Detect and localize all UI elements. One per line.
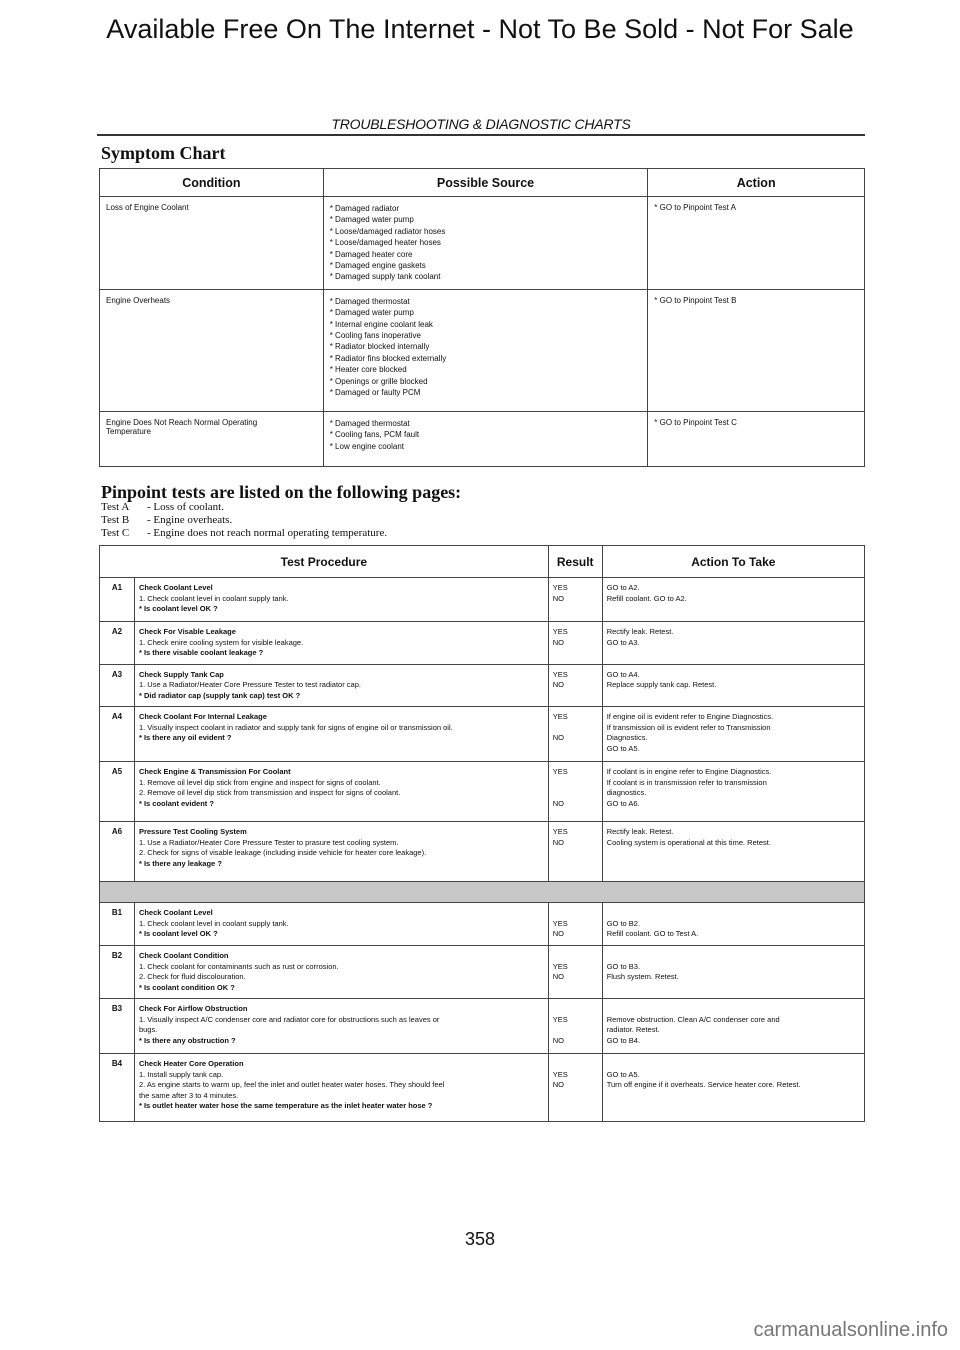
step-title: Check Heater Core Operation xyxy=(138,1059,244,1068)
action-to-take-cell xyxy=(602,999,864,1054)
result-cell xyxy=(548,999,602,1054)
action-line: Replace supply tank cap. Retest. xyxy=(606,680,717,689)
step-instruction: 2. Check for fluid discolouration. xyxy=(138,972,246,981)
result-value: YES xyxy=(552,669,568,679)
result-value xyxy=(553,1025,598,1036)
pinpoint-list xyxy=(101,501,387,540)
action-to-take-cell xyxy=(602,664,864,707)
separator-cell xyxy=(100,882,865,903)
step-id: A4 xyxy=(100,707,135,762)
symptom-header-row xyxy=(100,169,865,197)
result-value xyxy=(553,723,598,734)
header-action-to-take: Action To Take xyxy=(602,546,864,578)
header-result: Result xyxy=(548,546,602,578)
step-id: A2 xyxy=(100,622,135,665)
procedure-cell xyxy=(134,999,548,1054)
pinpoint-test-item xyxy=(101,527,387,540)
section-separator xyxy=(100,882,865,903)
symptom-row xyxy=(100,197,865,290)
source-cell xyxy=(323,197,648,290)
result-cell xyxy=(548,903,602,946)
step-instruction: 1. Visually inspect A/C condenser core and radiator core for obstructions such as leaves or xyxy=(138,1014,440,1024)
action-line: If engine oil is evident refer to Engine Diagnostics. xyxy=(606,712,774,721)
source-item: * Heater core blocked xyxy=(329,365,407,375)
procedure-cell xyxy=(134,707,548,762)
action-line: Flush system. Retest. xyxy=(606,972,679,981)
action-cell: * GO to Pinpoint Test C xyxy=(648,411,865,466)
action-cell: * GO to Pinpoint Test B xyxy=(648,289,865,411)
procedure-row xyxy=(100,1054,865,1122)
result-value: NO xyxy=(552,637,564,647)
step-instruction: 1. Check coolant level in coolant supply tank. xyxy=(138,918,289,928)
source-item: * Cooling fans, PCM fault xyxy=(329,430,420,440)
step-instruction: 2. Remove oil level dip stick from transmission and inspect for signs of coolant. xyxy=(138,788,401,797)
source-item: * Openings or grille blocked xyxy=(329,376,428,386)
step-question: * Is coolant condition OK ? xyxy=(138,982,235,992)
result-value: YES xyxy=(552,712,568,721)
step-id: A1 xyxy=(100,578,135,622)
result-value xyxy=(553,908,598,919)
procedure-cell xyxy=(134,946,548,999)
result-value xyxy=(553,788,598,799)
action-line: radiator. Retest. xyxy=(606,1025,660,1034)
condition-cell xyxy=(100,411,324,466)
result-value: YES xyxy=(552,918,568,928)
watermark: carmanualsonline.info xyxy=(753,1319,948,1341)
step-instruction: 1. Visually inspect coolant in radiator and supply tank for signs of engine oil or transmission oil. xyxy=(138,722,453,732)
procedure-row xyxy=(100,946,865,999)
step-instruction: bugs. xyxy=(138,1025,158,1034)
action-to-take-cell xyxy=(602,707,864,762)
header-possible-source: Possible Source xyxy=(323,169,648,197)
action-line: GO to A2. xyxy=(606,583,640,592)
action-line xyxy=(607,1059,860,1070)
result-cell xyxy=(548,622,602,665)
condition-line: Engine Does Not Reach Normal Operating xyxy=(106,417,258,427)
action-line: Cooling system is operational at this time. Retest. xyxy=(606,837,771,847)
step-instruction: 1. Check coolant for contaminants such as rust or corrosion. xyxy=(138,961,339,971)
action-line: Remove obstruction. Clean A/C condenser core and xyxy=(606,1014,780,1024)
step-title: Check Coolant Condition xyxy=(138,951,229,960)
condition-line: Temperature xyxy=(106,426,151,436)
source-item: * Damaged thermostat xyxy=(329,418,410,428)
result-value: NO xyxy=(552,593,564,603)
procedure-cell xyxy=(134,664,548,707)
source-item: * Cooling fans inoperative xyxy=(329,331,421,341)
procedure-cell xyxy=(134,1054,548,1122)
step-question: * Is outlet heater water hose the same temperature as the inlet heater water hose ? xyxy=(138,1101,433,1110)
pinpoint-heading: Pinpoint tests are listed on the following pages: xyxy=(101,482,462,502)
result-value: YES xyxy=(552,1014,568,1024)
action-line xyxy=(607,908,860,919)
procedure-row xyxy=(100,999,865,1054)
procedure-row xyxy=(100,578,865,622)
action-line: GO to A4. xyxy=(606,669,640,679)
result-cell xyxy=(548,707,602,762)
step-title: Check For Visable Leakage xyxy=(138,627,236,636)
action-line: GO to A6. xyxy=(606,798,640,808)
header-condition: Condition xyxy=(100,169,324,197)
step-question: * Is there any obstruction ? xyxy=(138,1035,236,1045)
action-line: GO to B2. xyxy=(606,918,641,928)
action-line: GO to A5. xyxy=(606,743,640,753)
step-title: Check Coolant For Internal Leakage xyxy=(138,712,267,721)
step-id: B2 xyxy=(100,946,135,999)
action-line: GO to A5. xyxy=(606,1069,640,1079)
step-instruction: 1. Use a Radiator/Heater Core Pressure Tester to prasure test cooling system. xyxy=(138,837,399,847)
procedure-header-row xyxy=(100,546,865,578)
source-item: * Radiator fins blocked externally xyxy=(329,353,447,363)
pinpoint-test-desc: - Engine overheats. xyxy=(147,514,233,526)
result-cell xyxy=(548,822,602,882)
action-line: GO to B4. xyxy=(606,1035,641,1045)
pinpoint-test-desc: - Engine does not reach normal operating temperature. xyxy=(147,527,388,539)
result-value: NO xyxy=(552,837,564,847)
step-title: Check Coolant Level xyxy=(138,908,213,917)
result-cell xyxy=(548,946,602,999)
step-question: * Is coolant level OK ? xyxy=(138,929,218,938)
step-question: * Is coolant evident ? xyxy=(138,798,214,808)
result-value: NO xyxy=(552,1035,564,1045)
step-title: Check For Airflow Obstruction xyxy=(138,1004,248,1013)
step-id: A5 xyxy=(100,762,135,822)
step-instruction: 1. Use a Radiator/Heater Core Pressure Tester to test radiator cap. xyxy=(138,680,361,689)
source-cell xyxy=(323,411,648,466)
action-line: GO to B3. xyxy=(606,961,641,971)
step-id: B4 xyxy=(100,1054,135,1122)
step-title: Check Supply Tank Cap xyxy=(138,669,224,679)
step-instruction: the same after 3 to 4 minutes. xyxy=(138,1090,239,1100)
result-cell xyxy=(548,1054,602,1122)
source-item: * Low engine coolant xyxy=(329,441,404,451)
procedure-cell xyxy=(134,903,548,946)
condition-cell: Engine Overheats xyxy=(100,289,324,411)
step-instruction: 1. Check coolant level in coolant supply tank. xyxy=(138,593,289,603)
procedure-row xyxy=(100,622,865,665)
procedure-row xyxy=(100,762,865,822)
banner-text: Available Free On The Internet - Not To Be Sold - Not For Sale xyxy=(106,14,854,44)
step-question: * Is there any oil evident ? xyxy=(138,733,232,742)
action-line: Rectify leak. Retest. xyxy=(606,627,674,636)
procedure-cell xyxy=(134,622,548,665)
step-instruction: 1. Check enire cooling system for visible leakage. xyxy=(138,637,304,647)
result-cell xyxy=(548,664,602,707)
action-line: diagnostics. xyxy=(606,788,647,797)
header-action: Action xyxy=(648,169,865,197)
step-title: Check Coolant Level xyxy=(138,583,213,592)
action-line: If transmission oil is evident refer to Transmission xyxy=(606,722,771,732)
source-item: * Damaged engine gaskets xyxy=(329,261,426,271)
result-value xyxy=(553,1059,598,1070)
source-item: * Damaged radiator xyxy=(329,204,400,213)
result-value xyxy=(553,1004,598,1015)
result-value: NO xyxy=(552,733,564,742)
step-title: Check Engine & Transmission For Coolant xyxy=(138,767,291,776)
step-instruction: 1. Remove oil level dip stick from engine and inspect for signs of coolant. xyxy=(138,777,381,787)
action-to-take-cell xyxy=(602,578,864,622)
action-cell: * GO to Pinpoint Test A xyxy=(648,197,865,290)
procedure-row xyxy=(100,822,865,882)
pinpoint-test-name: Test C xyxy=(101,527,130,539)
result-value: NO xyxy=(552,798,564,808)
action-to-take-cell xyxy=(602,946,864,999)
section-header: TROUBLESHOOTING & DIAGNOSTIC CHARTS xyxy=(97,116,865,136)
source-item: * Damaged or faulty PCM xyxy=(329,388,421,398)
step-question: * Is there visable coolant leakage ? xyxy=(138,648,264,657)
action-to-take-cell xyxy=(602,903,864,946)
pinpoint-test-name: Test A xyxy=(101,501,130,513)
pinpoint-test-item xyxy=(101,501,387,514)
result-value: NO xyxy=(552,680,564,689)
source-item: * Damaged water pump xyxy=(329,215,414,225)
procedure-row xyxy=(100,664,865,707)
action-line: Refill coolant. GO to Test A. xyxy=(606,929,699,938)
source-item: * Damaged water pump xyxy=(329,308,414,318)
step-instruction: 2. Check for signs of visable leakage (including inside vehicle for heater core leakage). xyxy=(138,848,427,857)
procedure-row xyxy=(100,903,865,946)
step-instruction: 1. Install supply tank cap. xyxy=(138,1069,224,1079)
source-cell xyxy=(323,289,648,411)
action-to-take-cell xyxy=(602,622,864,665)
result-value: YES xyxy=(552,961,568,971)
symptom-row xyxy=(100,411,865,466)
step-question: * Is coolant level OK ? xyxy=(138,604,218,613)
action-to-take-cell xyxy=(602,822,864,882)
test-procedure-table xyxy=(99,545,865,1122)
action-to-take-cell xyxy=(602,1054,864,1122)
action-line: GO to A3. xyxy=(606,637,640,647)
action-line: Refill coolant. GO to A2. xyxy=(606,593,687,603)
procedure-cell xyxy=(134,822,548,882)
result-cell xyxy=(548,762,602,822)
step-question: * Is there any leakage ? xyxy=(138,858,222,868)
source-item: * Internal engine coolant leak xyxy=(329,319,433,329)
result-value: NO xyxy=(552,1080,564,1089)
procedure-cell xyxy=(134,578,548,622)
procedure-cell xyxy=(134,762,548,822)
step-question: * Did radiator cap (supply tank cap) test OK ? xyxy=(138,690,301,700)
step-id: A6 xyxy=(100,822,135,882)
header-test-procedure: Test Procedure xyxy=(100,546,549,578)
step-title: Pressure Test Cooling System xyxy=(138,827,247,836)
step-id: B1 xyxy=(100,903,135,946)
action-line xyxy=(607,1004,860,1015)
result-value: NO xyxy=(552,972,564,981)
result-cell xyxy=(548,578,602,622)
symptom-table xyxy=(99,168,865,467)
step-id: B3 xyxy=(100,999,135,1054)
condition-cell: Loss of Engine Coolant xyxy=(100,197,324,290)
action-line: Turn off engine if it overheats. Service heater core. Retest. xyxy=(606,1080,801,1089)
action-line: If coolant is in transmission refer to transmission xyxy=(606,777,767,787)
action-line xyxy=(607,951,860,962)
action-to-take-cell xyxy=(602,762,864,822)
source-item: * Radiator blocked internally xyxy=(329,342,430,352)
symptom-row xyxy=(100,289,865,411)
result-value: YES xyxy=(552,627,568,636)
action-line: Rectify leak. Retest. xyxy=(606,827,674,836)
result-value: YES xyxy=(552,827,568,836)
page-number: 358 xyxy=(464,1229,496,1249)
step-instruction: 2. As engine starts to warm up, feel the inlet and outlet heater water hoses. They should feel xyxy=(138,1080,445,1089)
result-value: YES xyxy=(552,767,568,776)
source-item: * Loose/damaged radiator hoses xyxy=(329,226,446,236)
source-item: * Damaged supply tank coolant xyxy=(329,272,441,282)
result-value xyxy=(553,951,598,962)
action-line: Diagnostics. xyxy=(606,733,648,742)
pinpoint-test-desc: - Loss of coolant. xyxy=(147,501,224,513)
result-value: NO xyxy=(552,929,564,938)
pinpoint-test-item xyxy=(101,514,387,527)
result-value: YES xyxy=(552,1069,568,1079)
pinpoint-test-name: Test B xyxy=(101,514,130,526)
result-value xyxy=(553,778,598,789)
result-value: YES xyxy=(552,583,568,592)
symptom-chart-title: Symptom Chart xyxy=(101,143,226,163)
source-item: * Damaged thermostat xyxy=(329,296,410,306)
step-id: A3 xyxy=(100,664,135,707)
procedure-row xyxy=(100,707,865,762)
source-item: * Damaged heater core xyxy=(329,249,413,259)
source-item: * Loose/damaged heater hoses xyxy=(329,238,441,248)
action-line: If coolant is in engine refer to Engine Diagnostics. xyxy=(606,767,772,776)
